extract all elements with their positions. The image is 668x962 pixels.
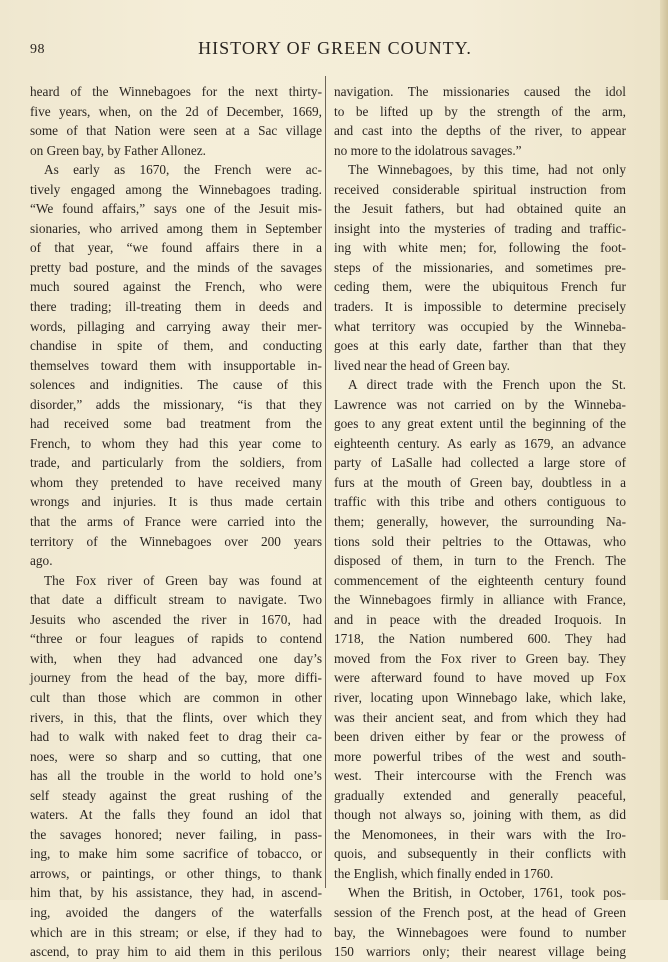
text-line: the savages honored; never failing, in pass- bbox=[30, 826, 322, 842]
text-line: chandise in spite of them, and conducting bbox=[30, 338, 322, 354]
text-line: more powerful tribes of the west and south- bbox=[334, 748, 626, 764]
text-line: goes at this early date, farther than that they bbox=[334, 338, 626, 354]
text-line: whom they pretended to have received many bbox=[30, 474, 322, 490]
text-line: commencement of the eighteenth century found bbox=[334, 572, 626, 588]
text-line: wrongs and injuries. It is thus made certain bbox=[30, 494, 322, 510]
text-line: received considerable spiritual instruction from bbox=[334, 181, 626, 197]
text-line: much soured against the French, who were bbox=[30, 279, 322, 295]
text-line: ago. bbox=[30, 553, 53, 569]
text-line: quois, and subsequently in their conflicts with bbox=[334, 846, 626, 862]
text-line: the Jesuit fathers, but had obtained quite an bbox=[334, 201, 626, 217]
page-header bbox=[30, 38, 640, 62]
text-line: bay, the Winnebagoes were found to number bbox=[334, 924, 626, 940]
text-line: “We found affairs,” says one of the Jesuit mis- bbox=[30, 201, 322, 217]
text-line: though not always so, joining with them, as did bbox=[334, 807, 626, 823]
text-line: and cast into the depths of the river, to appear bbox=[334, 123, 626, 139]
text-line: had to walk with naked feet to drag their ca- bbox=[30, 729, 322, 745]
text-line: rivers, in this, that the flints, over which they bbox=[30, 709, 322, 725]
running-head: HISTORY OF GREEN COUNTY. bbox=[198, 38, 472, 58]
text-line: some of that Nation were seen at a Sac village bbox=[30, 123, 322, 139]
text-line: territory of the Winnebagoes over 200 years bbox=[30, 533, 322, 549]
text-line: “three or four leagues of rapids to contend bbox=[30, 631, 322, 647]
text-line: traders. It is impossible to determine precisely bbox=[334, 299, 626, 315]
text-line: were afterward found to have moved up Fox bbox=[334, 670, 626, 686]
text-line: Jesuits who ascended the river in 1670, had bbox=[30, 611, 322, 627]
text-line: sionaries, who arrived among them in September bbox=[30, 220, 322, 236]
text-line: disposed of them, in turn to the French. The bbox=[334, 553, 626, 569]
text-line: them; generally, however, the surrounding Na- bbox=[334, 514, 626, 530]
text-line: ascend, to pray him to aid them in this perilous bbox=[30, 944, 322, 960]
left-column bbox=[30, 82, 322, 962]
text-line: lived near the head of Green bay. bbox=[334, 357, 510, 373]
text-line: gradually extended and generally peaceful, bbox=[334, 787, 626, 803]
text-line: words, pillaging and carrying away their mer- bbox=[30, 318, 322, 334]
text-line: had received some bad treatment from the bbox=[30, 416, 322, 432]
text-line: that the arms of France were carried into the bbox=[30, 514, 322, 530]
text-line: the Winnebagoes firmly in alliance with France, bbox=[334, 592, 626, 608]
text-line: party of LaSalle had collected a large store of bbox=[334, 455, 626, 471]
text-line: ing, avoided the dangers of the waterfalls bbox=[30, 904, 322, 920]
right-column bbox=[334, 82, 626, 962]
text-line: disorder,” adds the missionary, “is that they bbox=[30, 396, 322, 412]
text-line: pretty bad posture, and the minds of the savages bbox=[30, 259, 322, 275]
text-line: self steady against the great rushing of the bbox=[30, 787, 322, 803]
text-line: The Fox river of Green bay was found at bbox=[44, 572, 322, 588]
text-line: there trading; ill-treating them in deeds and bbox=[30, 299, 322, 315]
column-divider bbox=[325, 76, 326, 888]
text-line: west. Their intercourse with the French was bbox=[334, 768, 626, 784]
text-line: When the British, in October, 1761, took pos- bbox=[348, 885, 626, 901]
text-line: was their ancient seat, and from which they had bbox=[334, 709, 626, 725]
text-line: insight into the mysteries of trading and traffic- bbox=[334, 220, 626, 236]
text-line: what territory was occupied by the Winneba- bbox=[334, 318, 626, 334]
text-line: five years, when, on the 2d of December, 1669, bbox=[30, 103, 322, 119]
text-line: waters. At the falls they found an idol that bbox=[30, 807, 322, 823]
text-line: 150 warriors only; their nearest village being bbox=[334, 944, 626, 960]
text-line: session of the French post, at the head of Green bbox=[334, 904, 626, 920]
text-line: heard of the Winnebagoes for the next thirty- bbox=[30, 84, 322, 99]
text-line: river, locating upon Winnebago lake, which lake, bbox=[334, 689, 626, 705]
text-line: that date a difficult stream to navigate. Two bbox=[30, 592, 322, 608]
text-line: been driven either by fear or the prowess of bbox=[334, 729, 626, 745]
text-line: the English, which finally ended in 1760. bbox=[334, 865, 554, 881]
text-line: traffic with this tribe and others contiguous to bbox=[334, 494, 626, 510]
text-line: noes, were so sharp and so cutting, that one bbox=[30, 748, 322, 764]
text-line: steps of the missionaries, and sometimes pre- bbox=[334, 259, 626, 275]
text-line: trade, and particularly from the soldiers, from bbox=[30, 455, 322, 471]
text-line: on Green bay, by Father Allonez. bbox=[30, 142, 207, 158]
text-line: themselves toward them with insupportable in- bbox=[30, 357, 322, 373]
text-line: ceding them, were the ubiquitous French fur bbox=[334, 279, 626, 295]
text-line: him that, by his assistance, they had, in ascend- bbox=[30, 885, 322, 901]
text-line: A direct trade with the French upon the St. bbox=[348, 377, 626, 393]
text-line: tively engaged among the Winnebagoes trading. bbox=[30, 181, 322, 197]
text-line: moved from the Fox river to Green bay. They bbox=[334, 650, 626, 666]
text-line: the Menomonees, in their wars with the Iro- bbox=[334, 826, 626, 842]
text-line: of that year, “we found affairs there in a bbox=[30, 240, 322, 256]
text-line: The Winnebagoes, by this time, had not only bbox=[348, 162, 626, 178]
text-line: furs at the mouth of Green bay, doubtless in a bbox=[334, 474, 626, 490]
text-line: no more to the idolatrous savages.” bbox=[334, 142, 522, 158]
text-line: and in peace with the dreaded Iroquois. In bbox=[334, 611, 626, 627]
text-line: has all the trouble in the world to hold one’s bbox=[30, 768, 322, 784]
page-number: 98 bbox=[30, 42, 45, 57]
text-line: 1718, the Nation numbered 600. They had bbox=[334, 631, 626, 647]
text-line: tions sold their peltries to the Ottawas, who bbox=[334, 533, 626, 549]
text-line: Lawrence was not carried on by the Winneba- bbox=[334, 396, 626, 412]
text-line: eighteenth century. As early as 1679, an advance bbox=[334, 435, 626, 451]
text-line: to be lifted up by the strength of the arm, bbox=[334, 103, 626, 119]
text-line: French, to whom they had this year come to bbox=[30, 435, 322, 451]
text-line: journey from the head of the bay, more diffi- bbox=[30, 670, 322, 686]
text-line: solences and indignities. The cause of this bbox=[30, 377, 322, 393]
text-line: cult than those which are common in other bbox=[30, 689, 322, 705]
text-line: As early as 1670, the French were ac- bbox=[44, 162, 322, 178]
text-line: goes to any great extent until the beginning of the bbox=[334, 416, 626, 432]
text-line: navigation. The missionaries caused the idol bbox=[334, 84, 626, 99]
text-line: with, when they had advanced one day’s bbox=[30, 650, 322, 666]
text-line: ing, to make him some sacrifice of tobacco, or bbox=[30, 846, 322, 862]
page-edge bbox=[660, 0, 668, 900]
text-line: arrows, or paintings, or other things, to thank bbox=[30, 865, 322, 881]
text-line: which are in this stream; or else, if they had to bbox=[30, 924, 322, 940]
text-line: ing with white men; for, following the foot- bbox=[334, 240, 626, 256]
